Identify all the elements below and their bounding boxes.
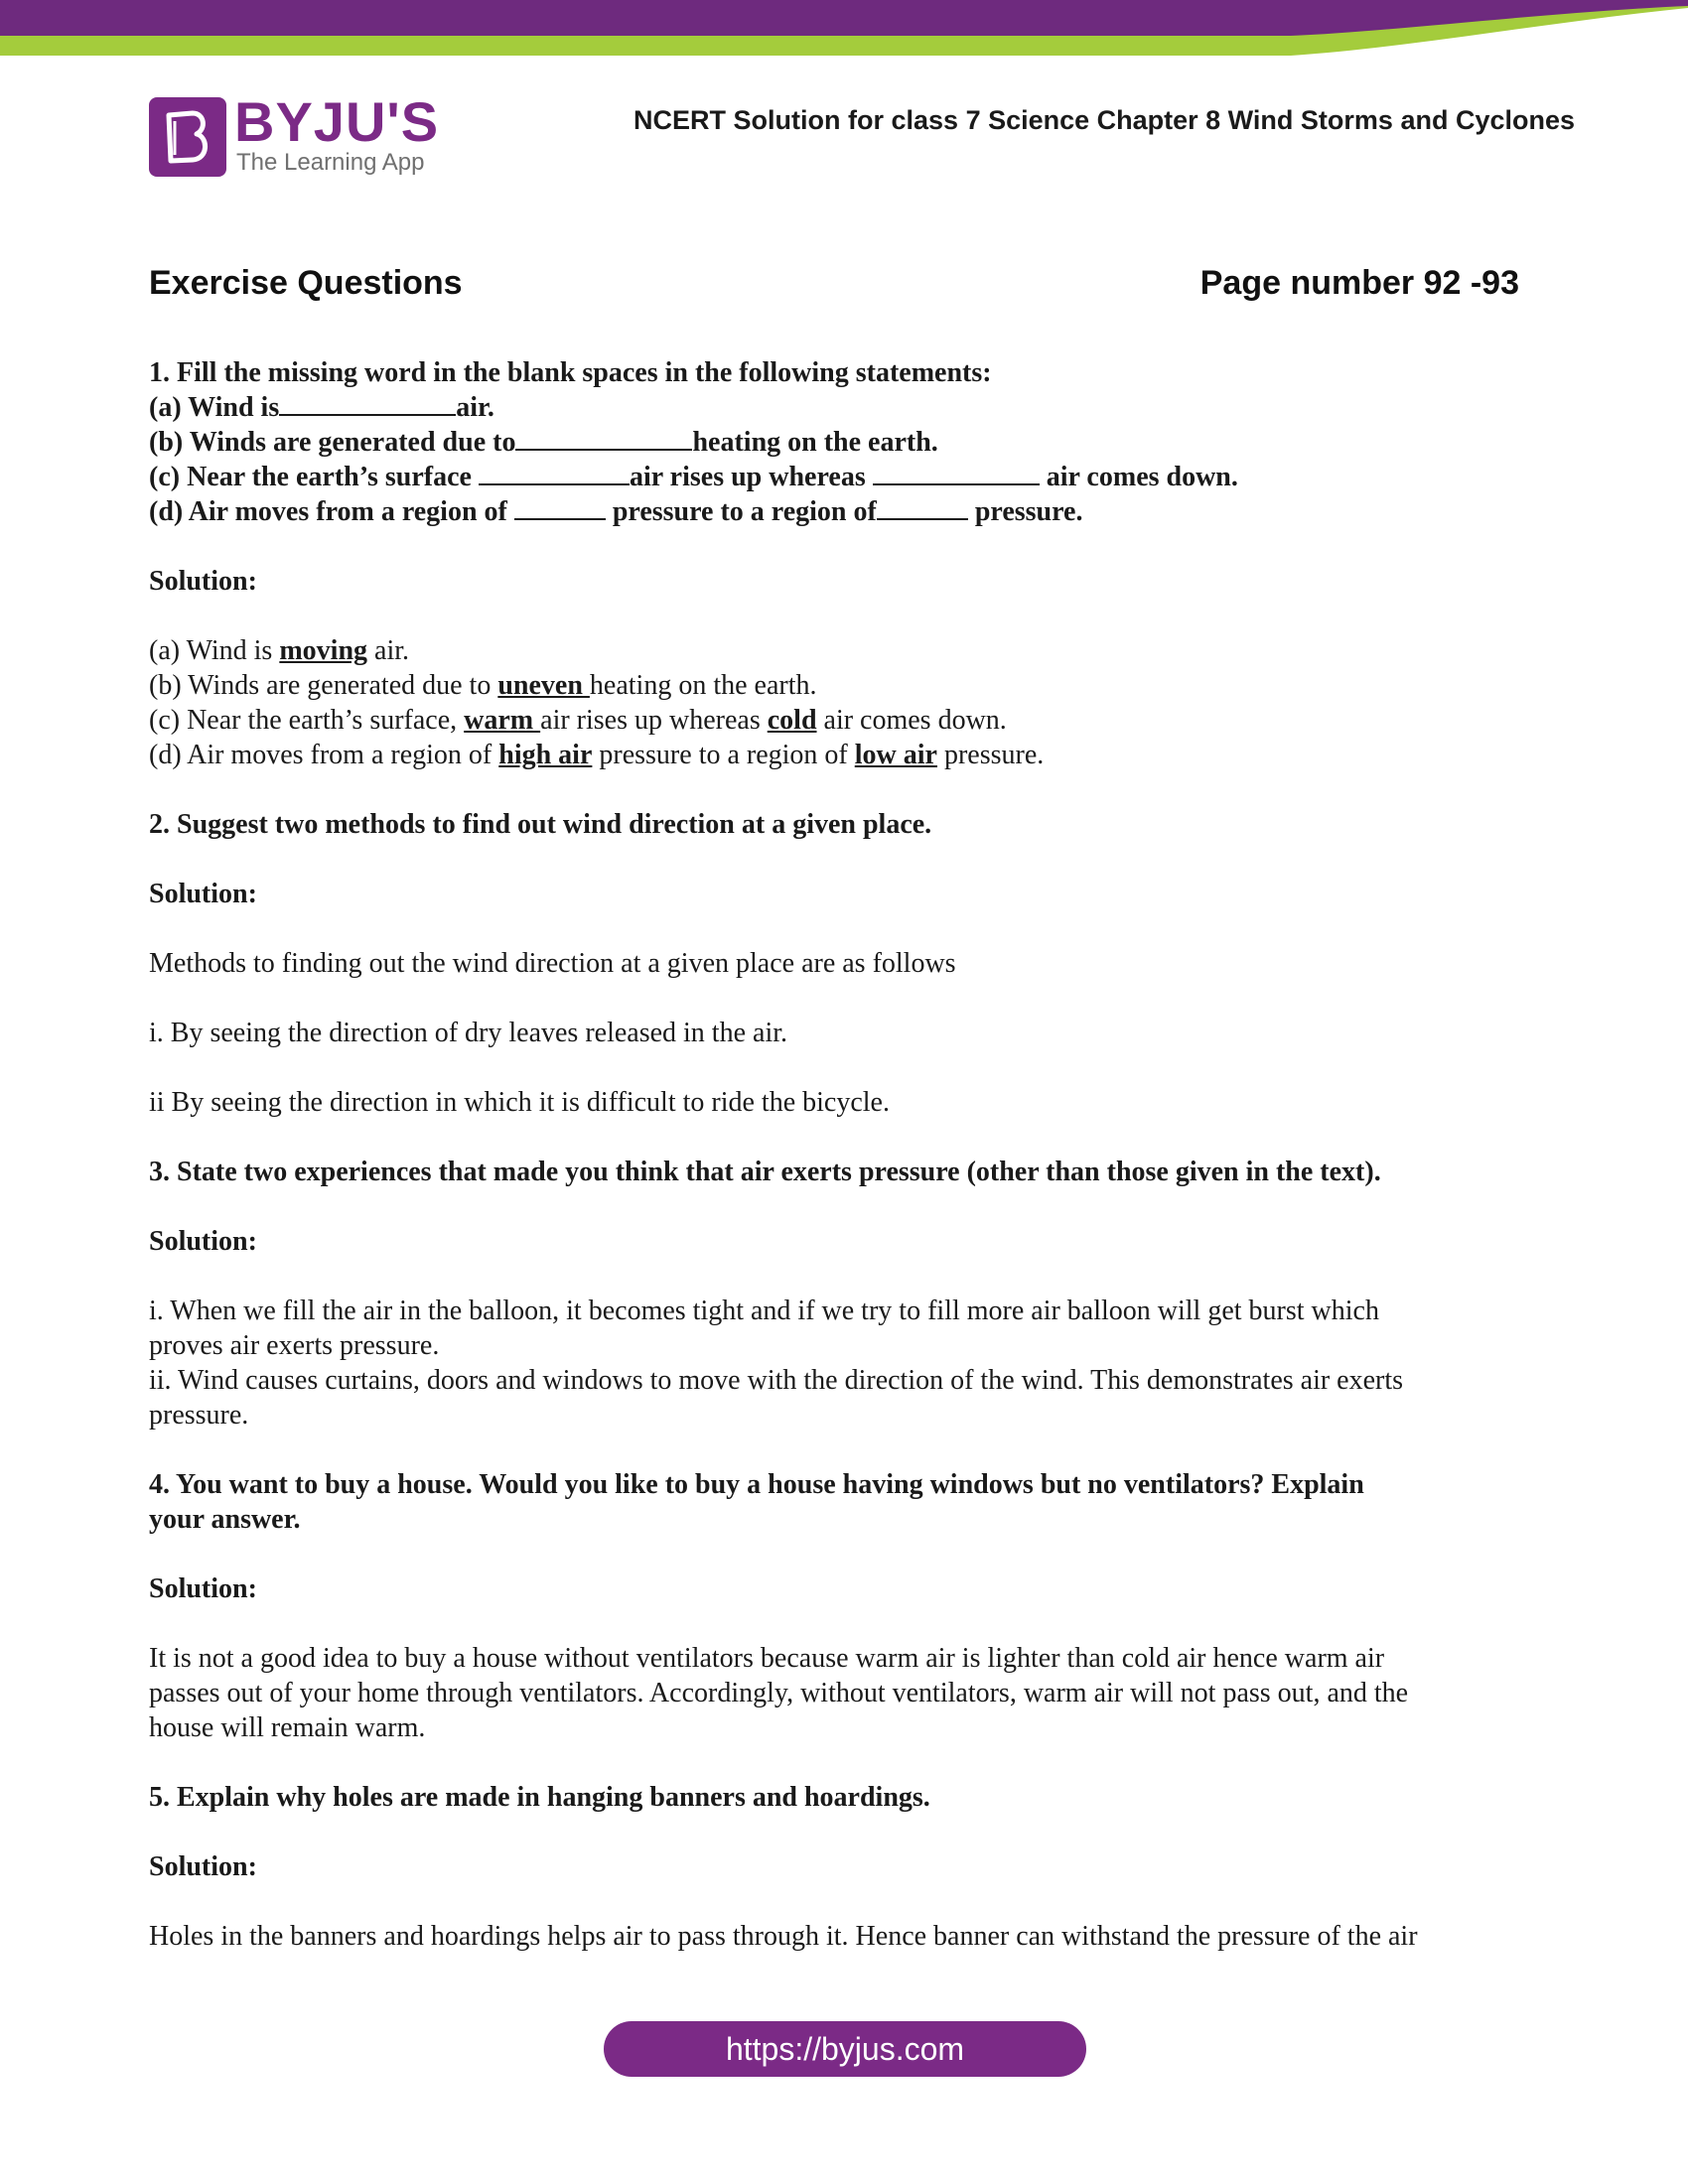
q4-answer-line-3: house will remain warm. bbox=[149, 1712, 426, 1743]
section-header bbox=[149, 264, 1519, 303]
q3-point-1-line-2: proves air exerts pressure. bbox=[149, 1330, 440, 1361]
question-3: 3. State two experiences that made you think that air exerts pressure (other than those given in the text). bbox=[149, 1157, 1381, 1187]
b-letter-icon bbox=[159, 107, 216, 167]
q2-point-1: i. By seeing the direction of dry leaves released in the air. bbox=[149, 1018, 788, 1048]
question-1: 1. Fill the missing word in the blank spaces in the following statements: bbox=[149, 357, 992, 388]
q3-point-2-line-1: ii. Wind causes curtains, doors and windows to move with the direction of the wind. This demonstrates air exerts bbox=[149, 1365, 1404, 1396]
q1-answer-d: (d) Air moves from a region of high air pressure to a region of low air pressure. bbox=[149, 740, 1045, 770]
q2-point-2: ii By seeing the direction in which it is difficult to ride the bicycle. bbox=[149, 1087, 890, 1118]
question-4-line-2: your answer. bbox=[149, 1504, 301, 1535]
q1-answer-b: (b) Winds are generated due to uneven heating on the earth. bbox=[149, 670, 817, 701]
document-title: NCERT Solution for class 7 Science Chapter 8 Wind Storms and Cyclones bbox=[633, 105, 1575, 135]
q3-solution-label: Solution: bbox=[149, 1226, 257, 1257]
section-heading: Exercise Questions bbox=[149, 264, 463, 302]
brand-tagline: The Learning App bbox=[236, 149, 425, 176]
page-number: Page number 92 -93 bbox=[1199, 264, 1519, 302]
byjus-logo bbox=[149, 90, 440, 181]
q2-intro: Methods to finding out the wind direction at a given place are as follows bbox=[149, 948, 956, 979]
q1-statement-a: (a) Wind is air. bbox=[149, 392, 494, 423]
q1-answer-a: (a) Wind is moving air. bbox=[149, 635, 410, 666]
q5-answer-line-1: Holes in the banners and hoardings helps air to pass through it. Hence banner can withstand the pressure of the air bbox=[149, 1921, 1418, 1952]
exercise-content bbox=[149, 355, 1539, 1954]
footer-url-link[interactable]: https://byjus.com bbox=[604, 2021, 1086, 2077]
brand-name: BYJU'S bbox=[234, 90, 440, 153]
q4-answer-line-1: It is not a good idea to buy a house without ventilators because warm air is lighter than cold air hence warm air bbox=[149, 1643, 1385, 1674]
logo-mark bbox=[149, 97, 226, 177]
q2-solution-label: Solution: bbox=[149, 879, 257, 909]
q4-answer-line-2: passes out of your home through ventilators. Accordingly, without ventilators, warm air will not pass out, and the bbox=[149, 1678, 1409, 1708]
q3-point-1-line-1: i. When we fill the air in the balloon, it becomes tight and if we try to fill more air balloon will get burst which bbox=[149, 1296, 1379, 1326]
q1-statement-d: (d) Air moves from a region of pressure to a region of pressure. bbox=[149, 496, 1083, 527]
q3-point-2-line-2: pressure. bbox=[149, 1400, 249, 1431]
header-color-band bbox=[0, 0, 1688, 60]
q5-solution-label: Solution: bbox=[149, 1851, 257, 1882]
q4-solution-label: Solution: bbox=[149, 1573, 257, 1604]
q1-answer-c: (c) Near the earth’s surface, warm air rises up whereas cold air comes down. bbox=[149, 705, 1007, 736]
question-2: 2. Suggest two methods to find out wind direction at a given place. bbox=[149, 809, 932, 840]
q1-solution-label: Solution: bbox=[149, 566, 257, 597]
question-4-line-1: 4. You want to buy a house. Would you like to buy a house having windows but no ventilators? Explain bbox=[149, 1469, 1364, 1500]
q1-statement-b: (b) Winds are generated due to heating on the earth. bbox=[149, 427, 938, 458]
q1-statement-c: (c) Near the earth’s surface air rises up whereas air comes down. bbox=[149, 462, 1238, 492]
question-5: 5. Explain why holes are made in hanging banners and hoardings. bbox=[149, 1782, 930, 1813]
